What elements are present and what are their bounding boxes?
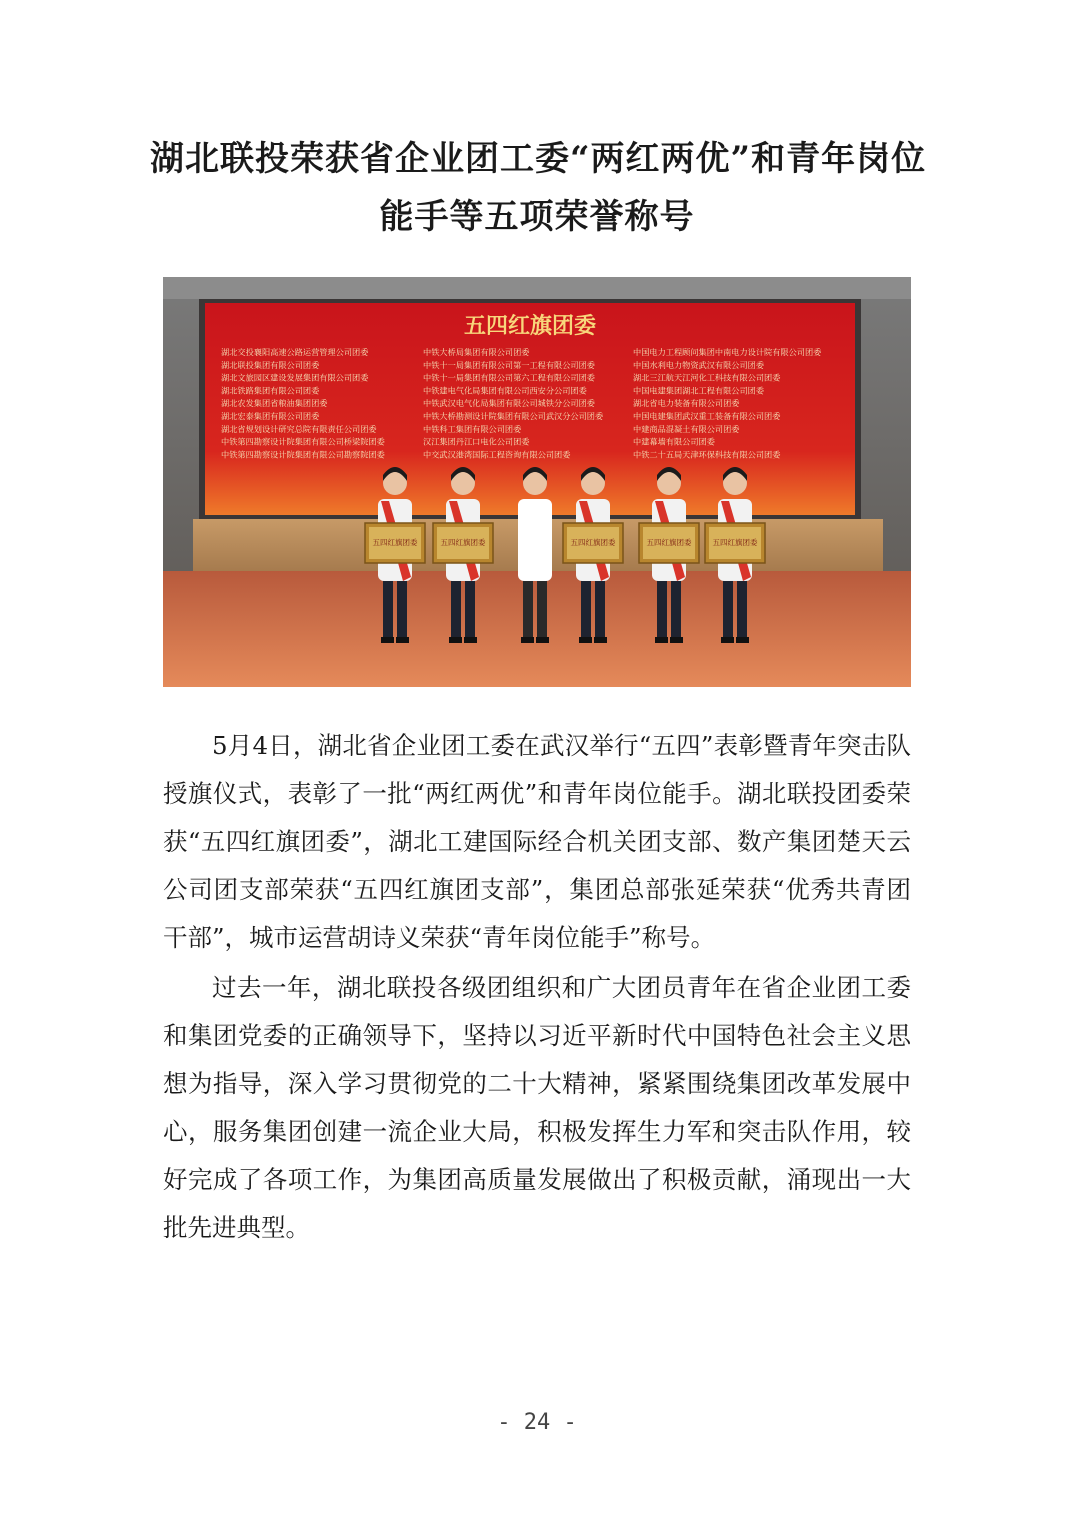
award-plaque xyxy=(563,523,623,563)
screen-list-item: 中铁大桥局集团有限公司团委 xyxy=(423,347,530,357)
title-line-1: 湖北联投荣获省企业团工委“两红两优”和青年岗位 xyxy=(150,139,927,179)
award-plaque xyxy=(639,523,699,563)
screen-list-item: 中国水利电力物资武汉有限公司团委 xyxy=(633,359,765,370)
screen-list-item: 中铁十一局集团有限公司第一工程有限公司团委 xyxy=(423,359,595,370)
award-plaque xyxy=(705,523,765,563)
svg-text:五四红旗团委: 五四红旗团委 xyxy=(372,538,418,547)
screen-list-item: 中铁十一局集团有限公司第六工程有限公司团委 xyxy=(423,372,595,383)
screen-list-item: 湖北交投襄阳高速公路运营管理公司团委 xyxy=(221,347,369,357)
screen-list-item: 中建幕墙有限公司团委 xyxy=(633,436,715,447)
title-line-2: 能手等五项荣誉称号 xyxy=(379,197,695,237)
screen-list-item: 中国电建集团武汉重工装备有限公司团委 xyxy=(633,411,781,421)
screen-list-item: 中铁大桥勘测设计院集团有限公司武汉分公司团委 xyxy=(423,411,604,421)
screen-list-item: 湖北农发集团省粮油集团团委 xyxy=(221,398,328,409)
svg-text:五四红旗团委: 五四红旗团委 xyxy=(570,538,616,547)
svg-text:五四红旗团委: 五四红旗团委 xyxy=(646,538,692,547)
screen-list-item: 湖北省电力装备有限公司团委 xyxy=(633,398,740,409)
award-ceremony-photo xyxy=(163,277,911,687)
award-plaque xyxy=(433,523,493,563)
paragraph-1: 5月4日，湖北省企业团工委在武汉举行“五四”表彰暨青年突击队授旗仪式，表彰了一批“两红两优”和青年岗位能手。湖北联投团委荣获“五四红旗团委”，湖北工建国际经合机关团支部、数产集团楚天云公司团支部荣获“五四红旗团支部”，集团总部张延荣获“优秀共青团干部”，城市运营胡诗义荣获“青年岗位能手”称号。 xyxy=(163,731,911,952)
screen-list-item: 汉江集团丹江口电化公司团委 xyxy=(423,436,530,447)
screen-list-item: 湖北宏泰集团有限公司团委 xyxy=(221,411,320,421)
screen-list-item: 湖北省规划设计研究总院有限责任公司团委 xyxy=(221,423,377,434)
page-number: - 24 - xyxy=(497,1410,577,1435)
screen-list-item: 湖北文旅园区建设发展集团有限公司团委 xyxy=(221,372,369,383)
screen-list-item: 湖北三江航天江河化工科技有限公司团委 xyxy=(633,372,781,383)
svg-text:五四红旗团委: 五四红旗团委 xyxy=(440,538,486,547)
screen-list-item: 中铁建电气化局集团有限公司西安分公司团委 xyxy=(423,385,587,396)
screen-list-item: 中建商品混凝土有限公司团委 xyxy=(633,423,740,434)
paragraph-2: 过去一年，湖北联投各级团组织和广大团员青年在省企业团工委和集团党委的正确领导下，坚持以习近平新时代中国特色社会主义思想为指导，深入学习贯彻党的二十大精神，紧紧围绕集团改革发展中心，服务集团创建一流企业大局，积极发挥生力军和突击队作用，较好完成了各项工作，为集团高质量发展做出了积极贡献，涌现出一大批先进典型。 xyxy=(163,973,911,1242)
screen-list-item: 中交武汉港湾国际工程咨询有限公司团委 xyxy=(423,449,571,460)
article-body xyxy=(163,722,911,1254)
screen-title: 五四红旗团委 xyxy=(463,314,597,339)
screen-list-item: 中铁武汉电气化局集团有限公司城铁分公司团委 xyxy=(423,398,595,409)
screen-list-item: 中国电建集团湖北工程有限公司团委 xyxy=(633,385,765,396)
award-plaque xyxy=(365,523,425,563)
screen-list-item: 中国电力工程顾问集团中南电力设计院有限公司团委 xyxy=(633,347,822,357)
screen-list-item: 中铁第四勘察设计院集团有限公司勘察院团委 xyxy=(221,449,385,460)
screen-list-item: 湖北联投集团有限公司团委 xyxy=(221,359,320,370)
article-title xyxy=(150,130,927,246)
screen-list-item: 中铁第四勘察设计院集团有限公司桥梁院团委 xyxy=(221,436,385,447)
screen-list-item: 中铁二十五局天津环保科技有限公司团委 xyxy=(633,449,781,460)
screen-list-item: 中铁科工集团有限公司团委 xyxy=(423,423,522,434)
svg-text:五四红旗团委: 五四红旗团委 xyxy=(712,538,758,547)
screen-list-item: 湖北铁路集团有限公司团委 xyxy=(221,385,320,396)
